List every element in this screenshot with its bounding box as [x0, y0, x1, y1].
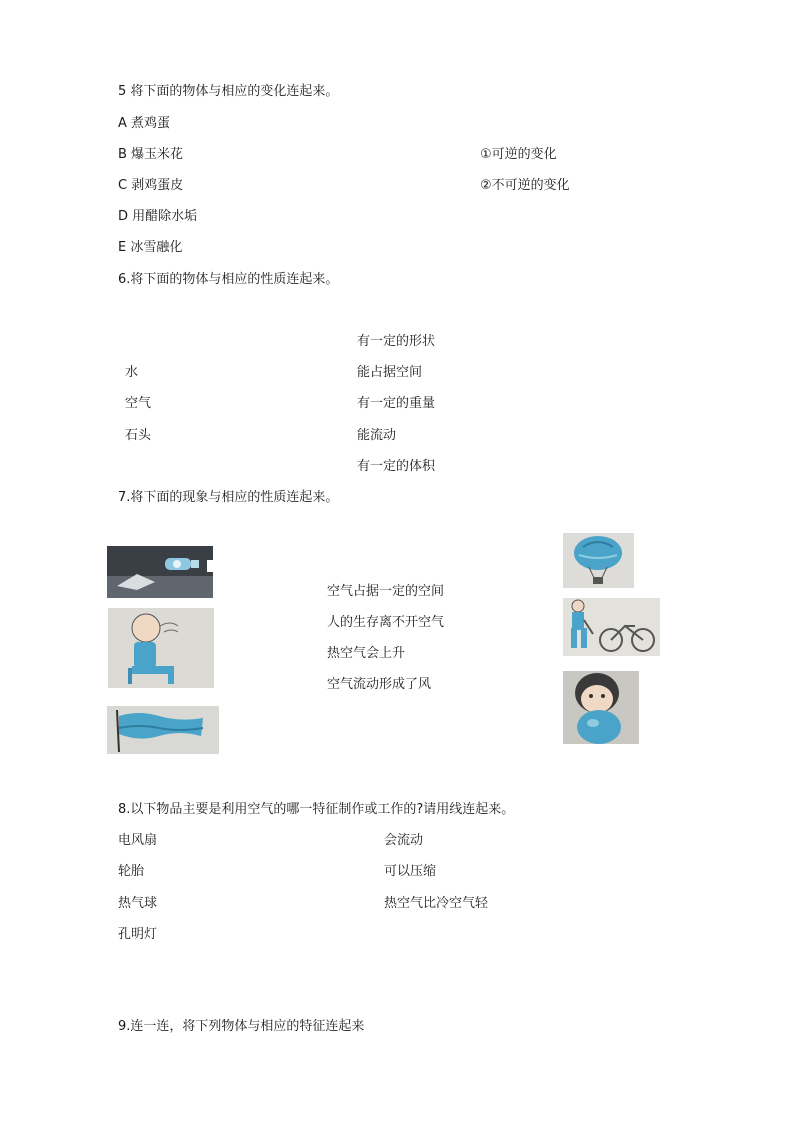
q5-item-e: E 冰雪融化 — [118, 240, 183, 255]
q6-object-water: 水 — [125, 365, 139, 380]
waving-flag-picture — [107, 706, 219, 754]
q7-property-4: 空气流动形成了风 — [327, 677, 432, 692]
q6-property-2: 能占据空间 — [357, 365, 423, 380]
q8-feature-1: 会流动 — [384, 833, 424, 848]
q5-title: 5 将下面的物体与相应的变化连起来。 — [118, 84, 339, 99]
bicycle-pump-picture — [563, 598, 660, 656]
person-breathing-picture — [108, 608, 214, 688]
q5-option-1: ①可逆的变化 — [480, 147, 557, 162]
q8-feature-3: 热空气比冷空气轻 — [384, 896, 489, 911]
q5-item-c: C 剥鸡蛋皮 — [118, 178, 184, 193]
q8-item-tire: 轮胎 — [118, 864, 145, 879]
q6-property-4: 能流动 — [357, 428, 397, 443]
q7-property-3: 热空气会上升 — [327, 646, 406, 661]
q8-title: 8.以下物品主要是利用空气的哪一特征制作或工作的?请用线连起来。 — [118, 802, 515, 817]
q8-item-balloon: 热气球 — [118, 896, 158, 911]
q6-property-1: 有一定的形状 — [357, 334, 436, 349]
q8-feature-2: 可以压缩 — [384, 864, 437, 879]
bottle-underwater-photo — [107, 546, 213, 598]
q7-title: 7.将下面的现象与相应的性质连起来。 — [118, 490, 339, 505]
q8-item-fan: 电风扇 — [118, 833, 158, 848]
q6-object-air: 空气 — [125, 396, 152, 411]
q7-property-1: 空气占据一定的空间 — [327, 584, 445, 599]
q5-item-a: A 煮鸡蛋 — [118, 116, 171, 131]
child-blowing-balloon-picture — [563, 671, 639, 744]
q5-item-b: B 爆玉米花 — [118, 147, 184, 162]
q8-item-lantern: 孔明灯 — [118, 927, 158, 942]
q6-property-3: 有一定的重量 — [357, 396, 436, 411]
q6-property-5: 有一定的体积 — [357, 459, 436, 474]
q6-object-stone: 石头 — [125, 428, 152, 443]
q5-item-d: D 用醋除水垢 — [118, 209, 198, 224]
hot-air-balloon-picture — [563, 533, 634, 588]
q7-property-2: 人的生存离不开空气 — [327, 615, 445, 630]
q9-title: 9.连一连，将下列物体与相应的特征连起来 — [118, 1019, 365, 1034]
q6-title: 6.将下面的物体与相应的性质连起来。 — [118, 272, 339, 287]
q5-option-2: ②不可逆的变化 — [480, 178, 570, 193]
